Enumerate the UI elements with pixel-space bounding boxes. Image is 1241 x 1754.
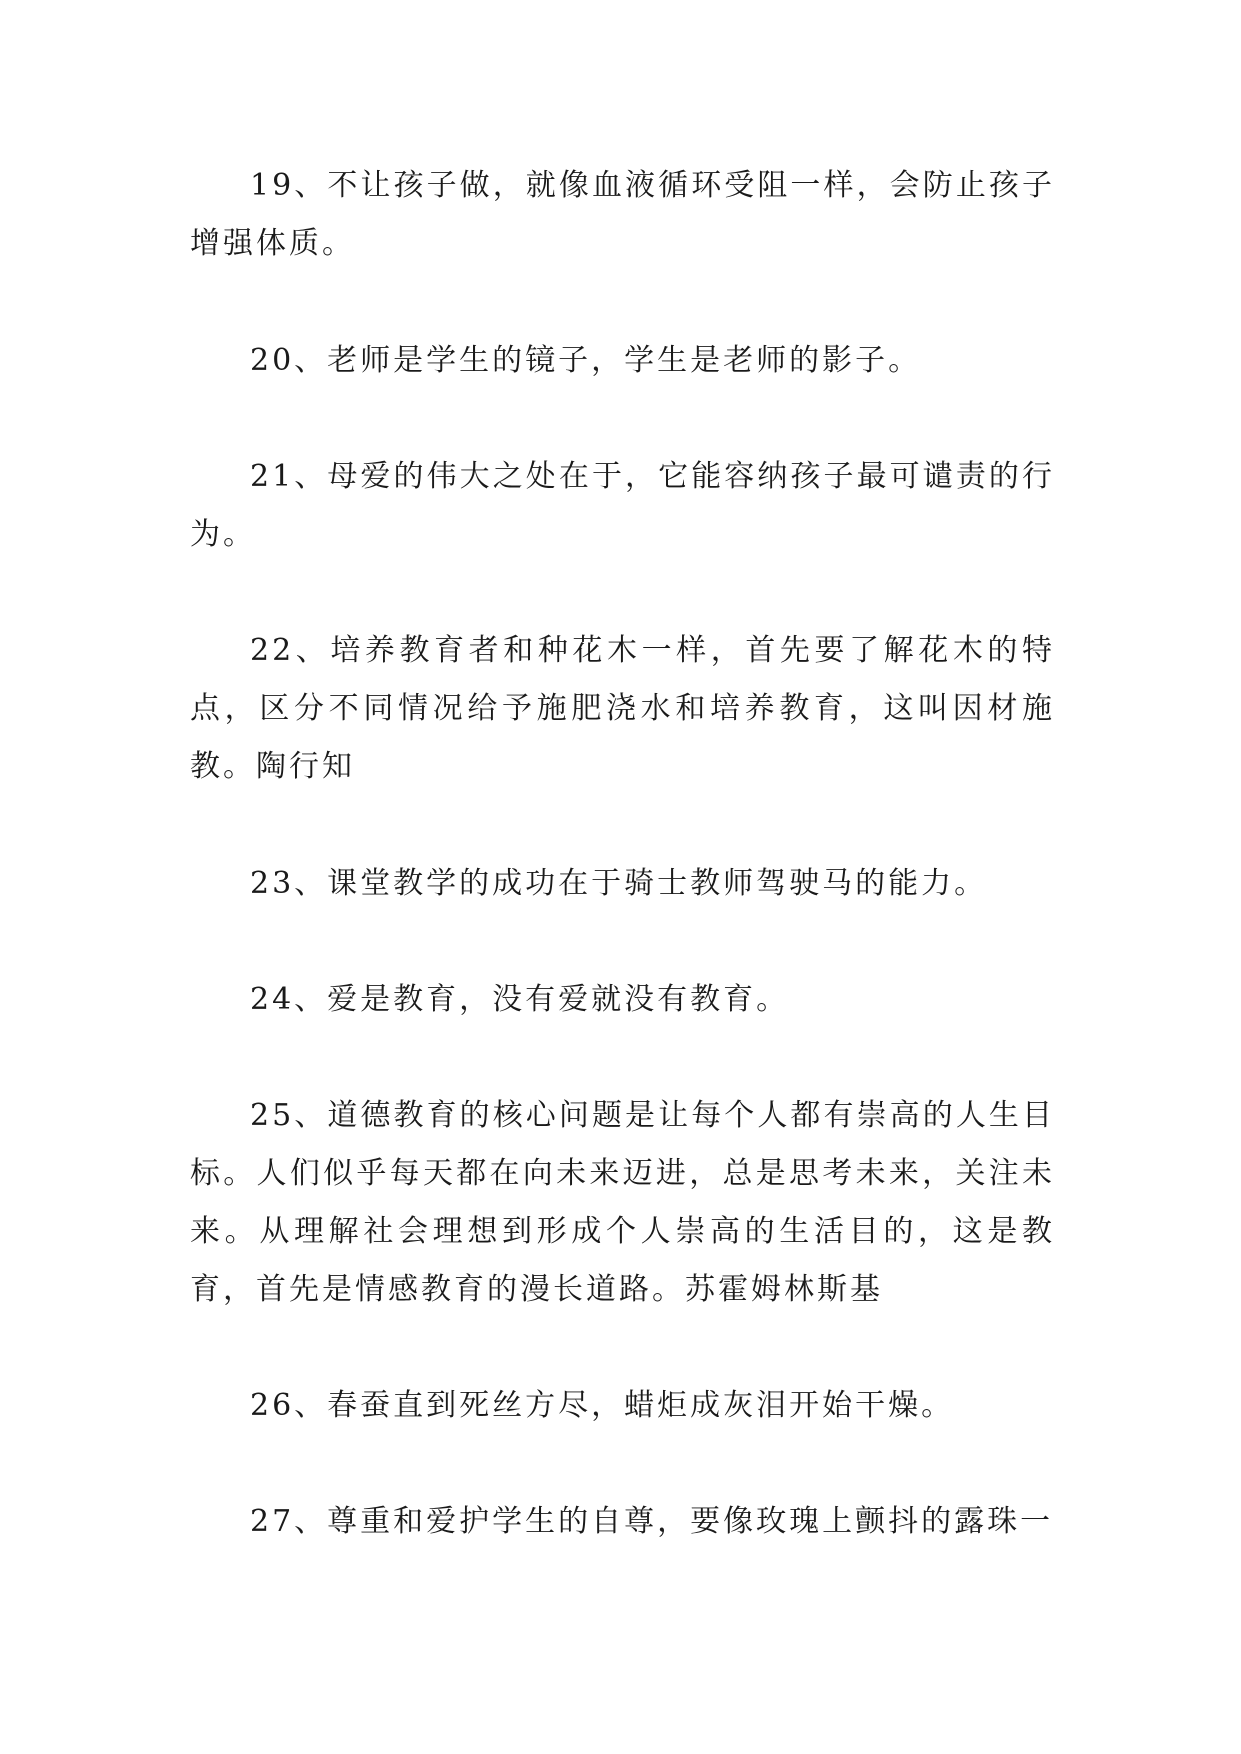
paragraph-21: 21、母爱的伟大之处在于，它能容纳孩子最可谴责的行为。 xyxy=(190,459,1055,552)
paragraph-20: 20、老师是学生的镜子，学生是老师的影子。 xyxy=(250,343,922,378)
paragraph-22: 22、培养教育者和种花木一样，首先要了解花木的特点，区分不同情况给予施肥浇水和培养教育，这叫因材施教。陶行知 xyxy=(190,633,1055,784)
paragraph-26: 26、春蚕直到死丝方尽，蜡炬成灰泪开始干燥。 xyxy=(250,1388,955,1423)
paragraph-19: 19、不让孩子做，就像血液循环受阻一样，会防止孩子增强体质。 xyxy=(190,168,1055,261)
paragraph-25: 25、道德教育的核心问题是让每个人都有崇高的人生目标。人们似乎每天都在向未来迈进，总是思考未来，关注未来。从理解社会理想到形成个人崇高的生活目的，这是教育，首先是情感教育的漫长道路。苏霍姆林斯基 xyxy=(190,1098,1055,1307)
paragraph-23: 23、课堂教学的成功在于骑士教师驾驶马的能力。 xyxy=(250,866,988,901)
paragraph-27: 27、尊重和爱护学生的自尊，要像玫瑰上颤抖的露珠一 xyxy=(250,1504,1054,1539)
paragraph-24: 24、爱是教育，没有爱就没有教育。 xyxy=(250,982,790,1017)
